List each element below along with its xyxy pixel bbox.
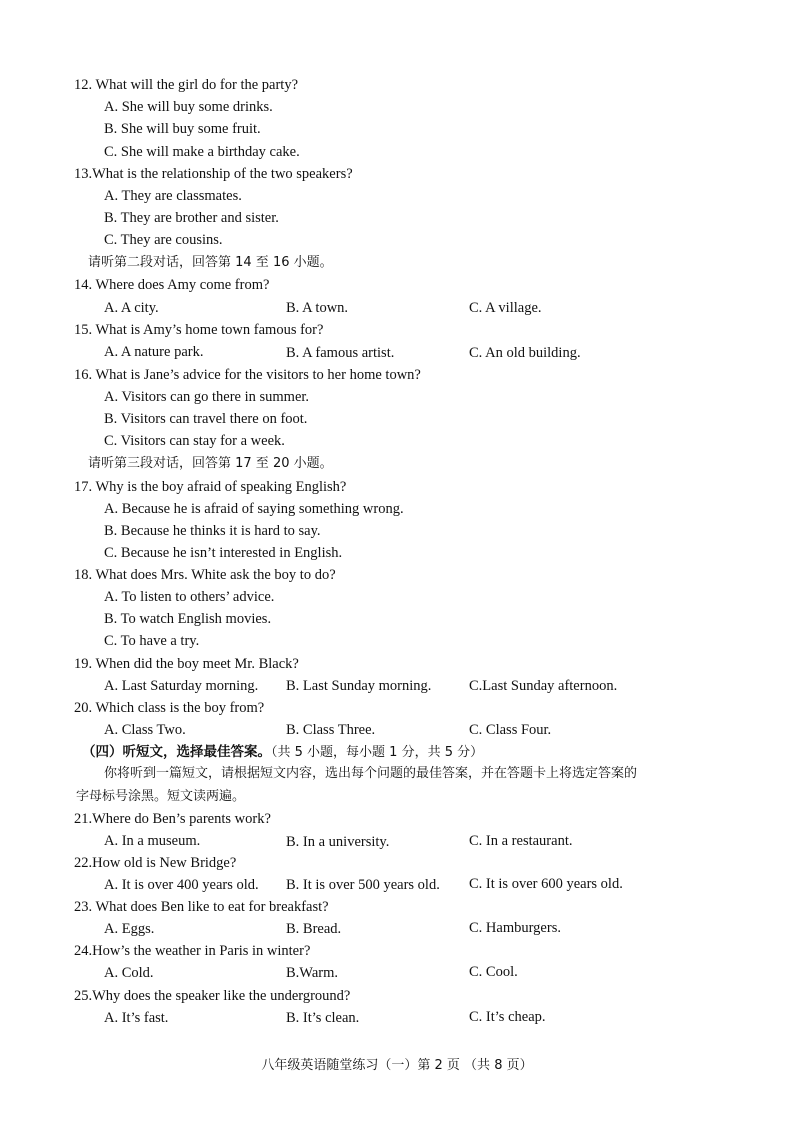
question-18: 18. What does Mrs. White ask the boy to do? [74,567,336,583]
option-12a: A. She will buy some drinks. [104,99,273,115]
question-16: 16. What is Jane’s advice for the visitors to her home town? [74,367,421,383]
option-22c: C. It is over 600 years old. [469,876,623,892]
option-25a: A. It’s fast. [104,1010,169,1026]
option-21b: B. In a university. [286,834,390,850]
option-17a: A. Because he is afraid of saying something wrong. [104,501,404,517]
section-4-title: （四）听短文，选择最佳答案。 [82,744,271,760]
option-13a: A. They are classmates. [104,188,242,204]
option-23a: A. Eggs. [104,921,155,937]
option-17b: B. Because he thinks it is hard to say. [104,523,321,539]
option-12b: B. She will buy some fruit. [104,121,261,137]
option-15c: C. An old building. [469,345,581,361]
option-18b: B. To watch English movies. [104,611,272,627]
option-15a: A. A nature park. [104,344,204,360]
option-16c: C. Visitors can stay for a week. [104,433,285,449]
option-21a: A. In a museum. [104,833,201,849]
option-22a: A. It is over 400 years old. [104,877,259,893]
option-25c: C. It’s cheap. [469,1009,546,1025]
section-4-score: （共 5 小题，每小题 1 分，共 5 分） [271,745,484,760]
question-21: 21.Where do Ben’s parents work? [74,811,271,827]
option-19c: C.Last Sunday afternoon. [469,678,618,694]
option-14a: A. A city. [104,300,159,316]
option-16a: A. Visitors can go there in summer. [104,389,310,405]
section-4-paragraph-line-2: 字母标号涂黑。短文读两遍。 [76,789,246,804]
option-18a: A. To listen to others’ advice. [104,589,275,605]
option-14b: B. A town. [286,300,349,316]
option-20a: A. Class Two. [104,722,186,738]
question-22: 22.How old is New Bridge? [74,855,237,871]
option-23b: B. Bread. [286,921,342,937]
option-12c: C. She will make a birthday cake. [104,144,300,160]
question-20: 20. Which class is the boy from? [74,700,265,716]
option-20c: C. Class Four. [469,722,552,738]
question-17: 17. Why is the boy afraid of speaking English? [74,479,347,495]
option-21c: C. In a restaurant. [469,833,573,849]
dialog-2-instruction: 请听第二段对话，回答第 14 至 16 小题。 [88,255,333,270]
question-15: 15. What is Amy’s home town famous for? [74,322,324,338]
option-14c: C. A village. [469,300,542,316]
question-23: 23. What does Ben like to eat for breakfast? [74,899,329,915]
option-15b: B. A famous artist. [286,345,395,361]
question-19: 19. When did the boy meet Mr. Black? [74,656,299,672]
option-24a: A. Cold. [104,965,154,981]
option-25b: B. It’s clean. [286,1010,360,1026]
section-4-heading [82,743,483,762]
option-24b: B.Warm. [286,965,338,981]
option-23c: C. Hamburgers. [469,920,561,936]
question-25: 25.Why does the speaker like the underground? [74,988,351,1004]
option-13c: C. They are cousins. [104,232,223,248]
section-4-paragraph-line-1: 你将听到一篇短文，请根据短文内容，选出每个问题的最佳答案，并在答题卡上将选定答案的 [104,766,638,781]
option-16b: B. Visitors can travel there on foot. [104,411,308,427]
question-12: 12. What will the girl do for the party? [74,77,299,93]
question-24: 24.How’s the weather in Paris in winter? [74,943,311,959]
option-18c: C. To have a try. [104,633,200,649]
question-14: 14. Where does Amy come from? [74,277,270,293]
option-13b: B. They are brother and sister. [104,210,279,226]
option-19a: A. Last Saturday morning. [104,678,259,694]
option-22b: B. It is over 500 years old. [286,877,440,893]
page-footer: 八年级英语随堂练习（一）第 2 页 （共 8 页） [261,1058,533,1073]
option-20b: B. Class Three. [286,722,376,738]
dialog-3-instruction: 请听第三段对话，回答第 17 至 20 小题。 [88,456,333,471]
option-24c: C. Cool. [469,964,518,980]
option-19b: B. Last Sunday morning. [286,678,432,694]
option-17c: C. Because he isn’t interested in English. [104,545,343,561]
question-13: 13.What is the relationship of the two speakers? [74,166,353,182]
